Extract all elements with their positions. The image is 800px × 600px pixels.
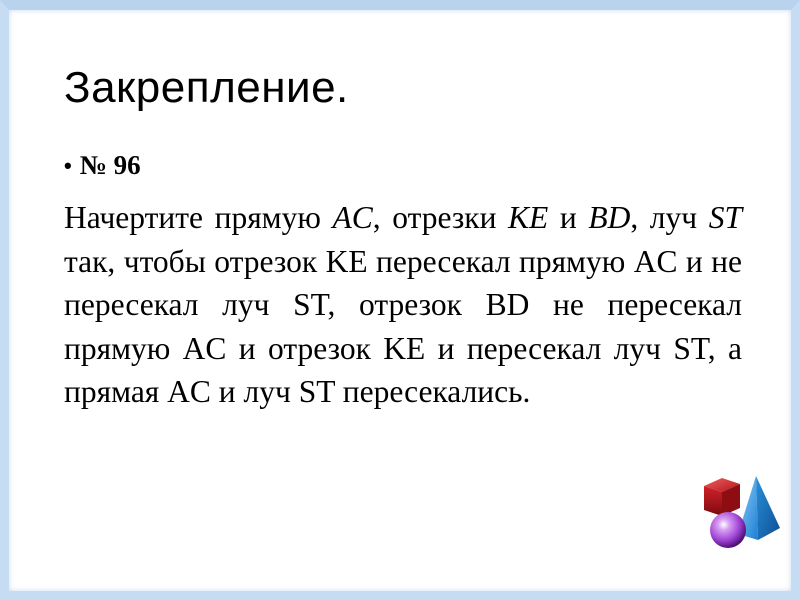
exercise-number: № 96: [79, 150, 141, 180]
bullet-item: [64, 152, 141, 179]
geometric-shapes-icon: [698, 470, 782, 554]
slide-title: Закрепление.: [64, 63, 349, 112]
task-text: [64, 196, 742, 414]
task-segment: , луч: [630, 200, 709, 235]
sphere-shape: [710, 512, 746, 548]
task-segment: , отрезки: [372, 200, 509, 235]
bullet-dot-icon: •: [64, 152, 72, 178]
task-segment-italic: KE: [508, 200, 549, 235]
task-segment: Начертите прямую: [64, 200, 333, 235]
task-segment-italic: BD: [588, 200, 631, 235]
task-segment: и: [548, 200, 589, 235]
task-segment-italic: ST: [708, 200, 742, 235]
task-segment-italic: AC: [332, 200, 373, 235]
task-segment: так, чтобы отрезок KE пересекал прямую AC и не пересекал луч ST, отрезок BD не пересекал прямую AC и отрезок KE и пересекал луч ST, а прямая AC и луч ST пересекались.: [64, 243, 742, 410]
cube-shape: [704, 478, 740, 516]
